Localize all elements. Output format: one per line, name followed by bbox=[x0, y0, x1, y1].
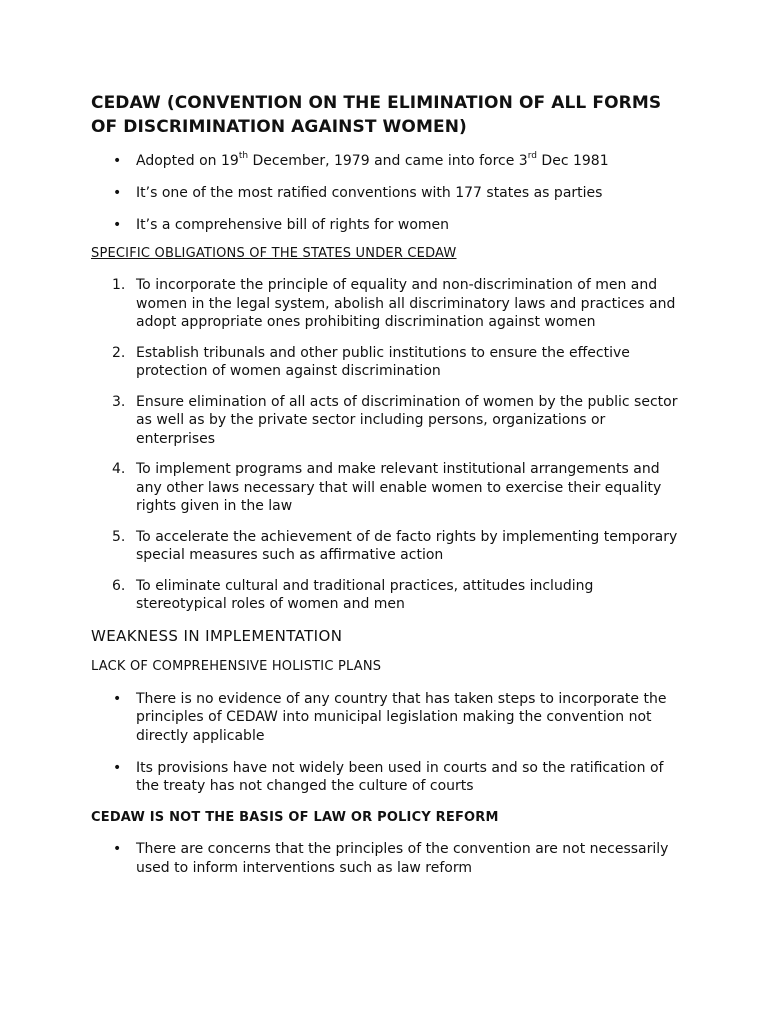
list-item bbox=[91, 759, 681, 796]
reform-bullet-list bbox=[91, 840, 681, 877]
reform-heading: CEDAW IS NOT THE BASIS OF LAW OR POLICY REFORM bbox=[91, 810, 499, 825]
list-item bbox=[91, 393, 681, 449]
list-item bbox=[91, 184, 681, 203]
document-page bbox=[91, 91, 681, 891]
item-text: Ensure elimination of all acts of discrimination of women by the public sector as well as by the private sector including persons, organizations or enterprises bbox=[136, 393, 678, 447]
bullet-icon: • bbox=[113, 690, 122, 707]
obligations-list bbox=[91, 276, 681, 614]
bullet-text: There is no evidence of any country that has taken steps to incorporate the principles of CEDAW into municipal legislation making the convention not directly applicable bbox=[136, 690, 667, 744]
list-item bbox=[91, 344, 681, 381]
bullet-icon: • bbox=[113, 153, 122, 169]
obligations-heading: SPECIFIC OBLIGATIONS OF THE STATES UNDER CEDAW bbox=[91, 246, 457, 261]
superscript: rd bbox=[527, 151, 537, 162]
document-title: CEDAW (CONVENTION ON THE ELIMINATION OF ALL FORMS OF DISCRIMINATION AGAINST WOMEN) bbox=[91, 93, 662, 137]
item-number: 5. bbox=[112, 528, 126, 545]
item-number: 4. bbox=[112, 461, 126, 477]
item-text: To accelerate the achievement of de facto rights by implementing temporary special measures such as affirmative action bbox=[136, 528, 678, 563]
lack-of-plans-heading: LACK OF COMPREHENSIVE HOLISTIC PLANS bbox=[91, 658, 382, 674]
item-number: 3. bbox=[112, 393, 126, 410]
bullet-text: It’s a comprehensive bill of rights for women bbox=[136, 217, 450, 233]
bullet-text: There are concerns that the principles of the convention are not necessarily used to inform interventions such as law reform bbox=[136, 841, 669, 876]
bullet-text: Its provisions have not widely been used in courts and so the ratification of the treaty has not changed the culture of courts bbox=[136, 759, 664, 794]
list-item bbox=[91, 152, 681, 171]
bullet-text: It’s one of the most ratified conventions with 177 states as parties bbox=[136, 185, 603, 201]
list-item bbox=[91, 690, 681, 746]
bullet-text-part: December, 1979 and came into force 3 bbox=[248, 153, 528, 169]
bullet-icon: • bbox=[113, 217, 122, 233]
list-item bbox=[91, 216, 681, 235]
bullet-icon: • bbox=[113, 759, 122, 776]
intro-bullet-list bbox=[91, 152, 681, 235]
bullet-text-part: Adopted on 19 bbox=[136, 153, 239, 169]
list-item bbox=[91, 840, 681, 877]
item-number: 1. bbox=[112, 277, 126, 293]
lack-bullet-list bbox=[91, 690, 681, 796]
list-item bbox=[91, 276, 681, 332]
bullet-text-part: Dec 1981 bbox=[536, 153, 609, 169]
list-item bbox=[91, 577, 681, 614]
weakness-heading: WEAKNESS IN IMPLEMENTATION bbox=[91, 626, 343, 645]
bullet-icon: • bbox=[113, 841, 122, 857]
superscript: th bbox=[238, 151, 249, 162]
item-text: To incorporate the principle of equality and non-discrimination of men and women in the legal system, abolish all discriminatory laws and practices and adopt appropriate ones prohibiting discrimination against women bbox=[136, 277, 676, 330]
list-item bbox=[91, 528, 681, 565]
item-text: To implement programs and make relevant institutional arrangements and any other laws necessary that will enable women to exercise their equality rights given in the law bbox=[136, 461, 662, 514]
item-text: To eliminate cultural and traditional practices, attitudes including stereotypical roles of women and men bbox=[136, 577, 594, 612]
item-text: Establish tribunals and other public institutions to ensure the effective protection of women against discrimination bbox=[136, 344, 630, 379]
list-item bbox=[91, 460, 681, 516]
item-number: 2. bbox=[112, 344, 126, 361]
bullet-icon: • bbox=[113, 185, 122, 201]
item-number: 6. bbox=[112, 577, 126, 594]
